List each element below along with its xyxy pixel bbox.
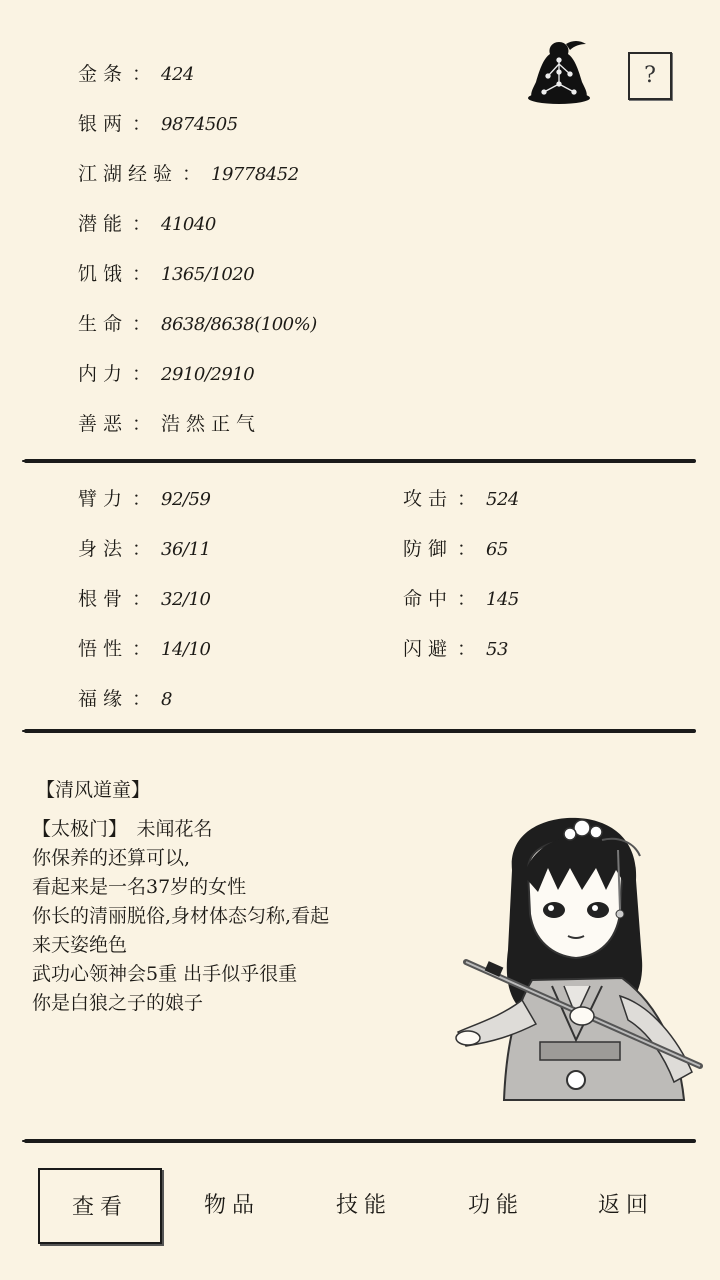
attr-label: 闪避 xyxy=(403,638,454,660)
separator: ： xyxy=(132,313,152,335)
separator: ： xyxy=(457,538,477,560)
attr-constitution xyxy=(78,585,210,614)
stat-hunger xyxy=(78,260,254,289)
attr-value: 524 xyxy=(486,489,519,510)
stat-value: 2910/2910 xyxy=(161,364,255,385)
attr-dodge xyxy=(403,635,508,664)
nav-items-button[interactable]: 物品 xyxy=(203,1193,260,1218)
separator: ： xyxy=(132,363,152,385)
stat-value: 19778452 xyxy=(211,164,299,185)
stat-value: 9874505 xyxy=(161,114,238,135)
stat-value: 8638/8638(100%) xyxy=(161,314,317,335)
stat-value: 41040 xyxy=(161,214,216,235)
divider xyxy=(24,1139,696,1143)
separator: ： xyxy=(132,688,152,710)
stat-label: 饥饿 xyxy=(78,263,129,285)
attr-value: 53 xyxy=(486,639,508,660)
bottom-nav xyxy=(0,1168,720,1248)
stat-silver xyxy=(78,110,238,139)
bio-line: 看起来是一名37岁的女性 xyxy=(32,876,247,898)
separator: ： xyxy=(457,638,477,660)
attr-value: 32/10 xyxy=(161,589,211,610)
separator: ： xyxy=(132,113,152,135)
bio-line: 武功心领神会5重 出手似乎很重 xyxy=(32,963,298,985)
stat-value: 浩然正气 xyxy=(161,413,262,435)
attr-label: 攻击 xyxy=(403,488,454,510)
character-title: 【清风道童】 xyxy=(36,779,151,801)
attr-label: 防御 xyxy=(403,538,454,560)
stat-label: 善恶 xyxy=(78,413,129,435)
stat-label: 江湖经验 xyxy=(78,163,179,185)
attr-label: 福缘 xyxy=(78,688,129,710)
stat-label: 潜能 xyxy=(78,213,129,235)
attr-agility xyxy=(78,535,210,564)
attr-value: 92/59 xyxy=(161,489,211,510)
stat-label: 内力 xyxy=(78,363,129,385)
attr-defense xyxy=(403,535,508,564)
attr-strength xyxy=(78,485,210,514)
meditation-emblem-icon[interactable] xyxy=(526,34,592,106)
attr-label: 根骨 xyxy=(78,588,129,610)
stat-label: 生命 xyxy=(78,313,129,335)
separator: ： xyxy=(132,588,152,610)
nav-view-button[interactable]: 查看 xyxy=(38,1168,162,1244)
nav-back-button[interactable]: 返回 xyxy=(597,1193,654,1218)
nav-skills-button[interactable]: 技能 xyxy=(335,1193,392,1218)
attr-accuracy xyxy=(403,585,519,614)
stat-morality xyxy=(78,410,261,438)
stat-potential xyxy=(78,210,216,239)
separator: ： xyxy=(132,63,152,85)
separator: ： xyxy=(132,638,152,660)
stat-label: 金条 xyxy=(78,63,129,85)
nav-functions-button[interactable]: 功能 xyxy=(467,1193,524,1218)
attr-value: 145 xyxy=(486,589,519,610)
separator: ： xyxy=(132,413,152,435)
attr-label: 命中 xyxy=(403,588,454,610)
attr-label: 悟性 xyxy=(78,638,129,660)
separator: ： xyxy=(132,263,152,285)
stat-inner-force xyxy=(78,360,254,389)
stat-gold xyxy=(78,60,194,89)
attr-fortune xyxy=(78,685,172,714)
help-button[interactable]: ? xyxy=(628,52,672,100)
divider xyxy=(24,459,696,463)
attr-label: 身法 xyxy=(78,538,129,560)
bio-line: 你是白狼之子的娘子 xyxy=(32,992,204,1014)
stat-life xyxy=(78,310,317,339)
separator: ： xyxy=(132,538,152,560)
bio-line: 来天姿绝色 xyxy=(32,934,128,956)
stat-value: 424 xyxy=(161,64,194,85)
separator: ： xyxy=(182,163,202,185)
bio-line: 你长的清丽脱俗,身材体态匀称,看起 xyxy=(32,905,330,927)
character-sect: 【太极门】 未闻花名 xyxy=(32,818,213,840)
attr-value: 65 xyxy=(486,539,508,560)
attr-value: 36/11 xyxy=(161,539,211,560)
bio-line: 你保养的还算可以, xyxy=(32,847,191,869)
separator: ： xyxy=(132,213,152,235)
separator: ： xyxy=(457,488,477,510)
attr-value: 14/10 xyxy=(161,639,211,660)
separator: ： xyxy=(457,588,477,610)
stat-exp xyxy=(78,160,299,189)
attr-value: 8 xyxy=(161,689,172,710)
divider xyxy=(24,729,696,733)
attr-label: 臂力 xyxy=(78,488,129,510)
stat-label: 银两 xyxy=(78,113,129,135)
attr-attack xyxy=(403,485,519,514)
separator: ： xyxy=(132,488,152,510)
attr-comprehension xyxy=(78,635,210,664)
character-bio xyxy=(32,776,432,1018)
character-portrait xyxy=(452,810,708,1106)
stat-value: 1365/1020 xyxy=(161,264,255,285)
